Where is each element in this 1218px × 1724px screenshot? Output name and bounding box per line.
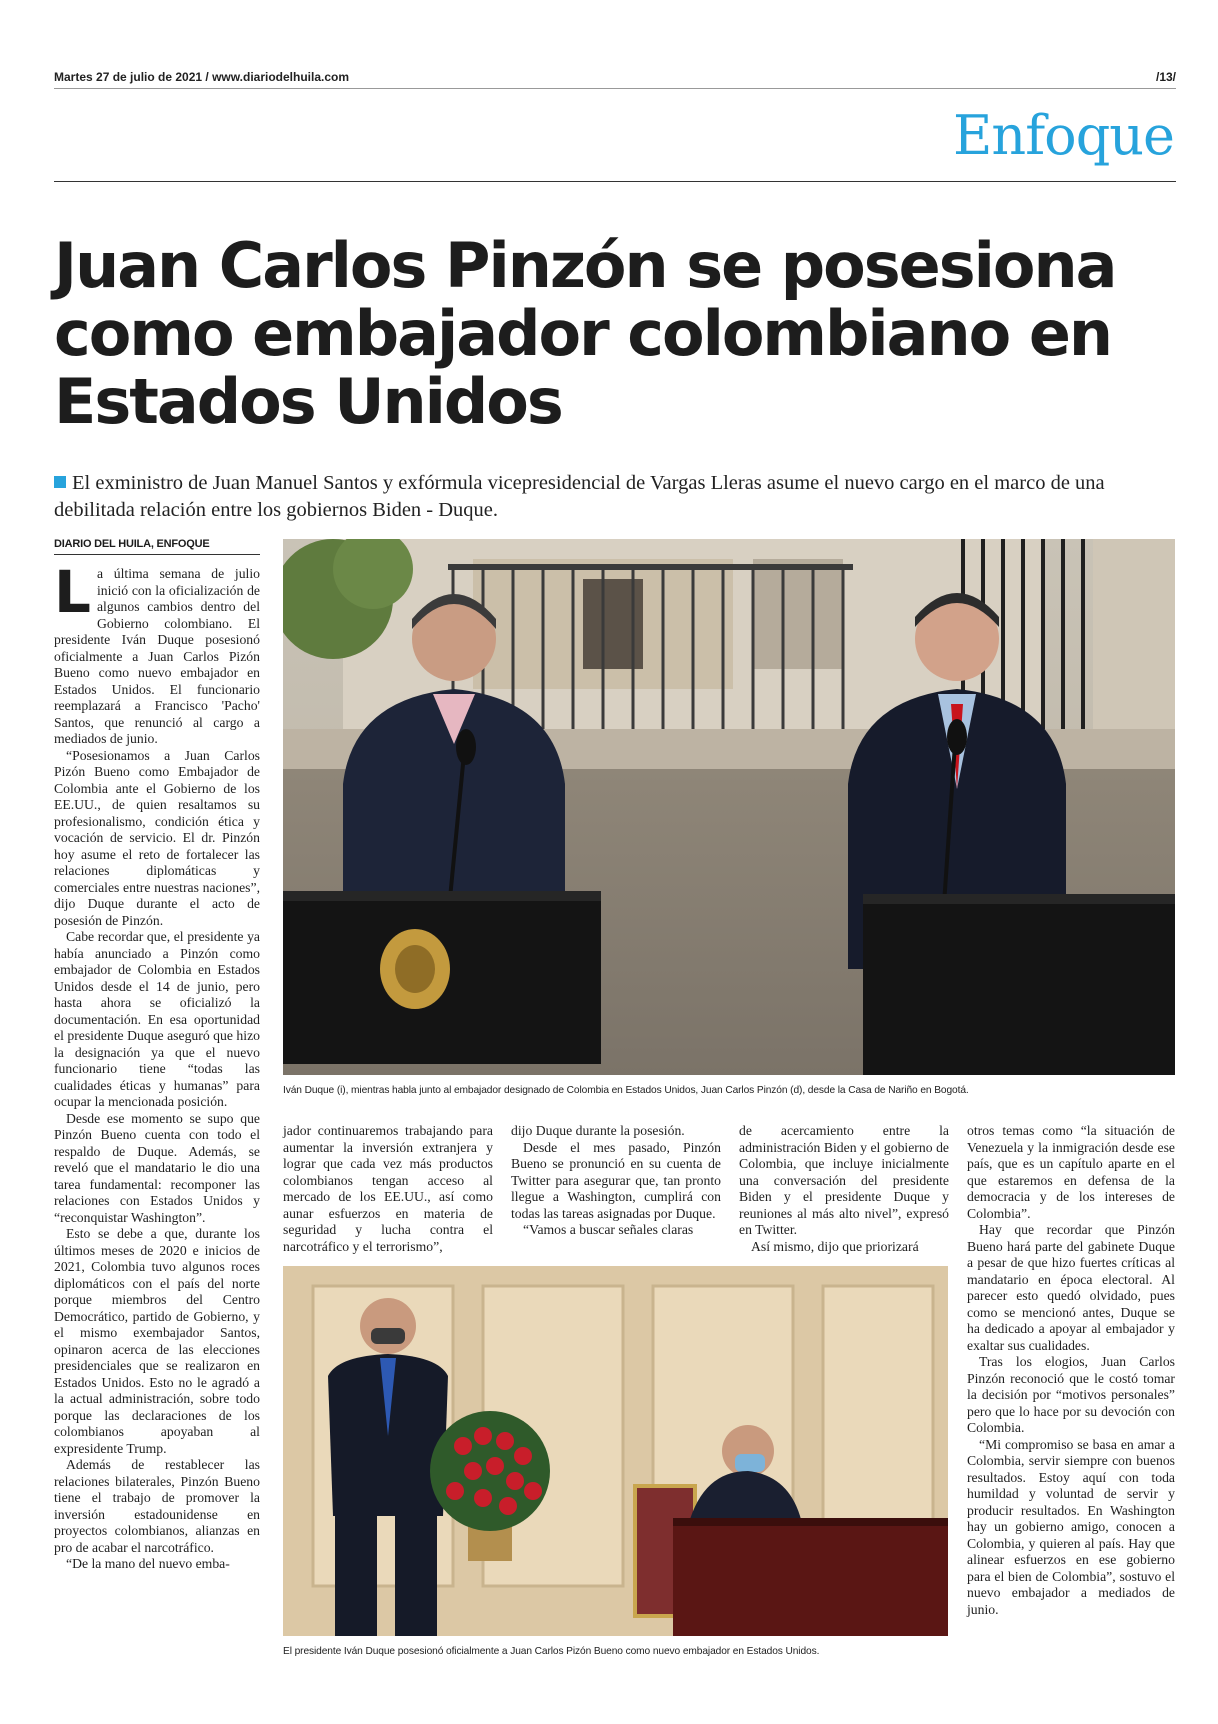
col4-paragraph-2: Así mismo, dijo que priorizará	[751, 1238, 919, 1254]
photo-2-caption: El presidente Iván Duque posesionó oficialmente a Juan Carlos Pizón Bueno como nuevo embajador en Estados Unidos.	[283, 1646, 820, 1657]
headline: Juan Carlos Pinzón se posesiona como embajador colombiano en Estados Unidos	[54, 229, 1116, 438]
col5-paragraph-2: Hay que recordar que Pinzón Bueno hará parte del gabinete Duque a pesar de que hizo fuertes críticas al mandatario en época electoral. Al parecer esto quedó olvidado, pues como se mencionó antes, Duque se ha dedicado a apoyar al embajador y exaltar sus cualidades.	[967, 1222, 1175, 1353]
col1-paragraph-1: a última semana de julio inició con la oficialización de algunos cambios dentro del Gobierno colombiano. El presidente Iván Duque posesionó oficialmente a Juan Carlos Pizón Bueno como nuevo embajador en Estados Unidos. El funcionario reemplazará a Francisco 'Pacho' Santos, que renunció al cargo a mediados de junio.	[54, 566, 260, 746]
article-column-3	[511, 1123, 721, 1239]
deck	[54, 470, 1174, 524]
photo-1-caption: Iván Duque (i), mientras habla junto al embajador designado de Colombia en Estados Unidos, Juan Carlos Pinzón (d), desde la Casa de Nariño en Bogotá.	[283, 1085, 969, 1096]
deck-bullet-icon	[54, 476, 66, 488]
photo-press-conference	[283, 539, 1175, 1075]
date-separator: /	[202, 70, 213, 84]
col5-paragraph-3: Tras los elogios, Juan Carlos Pinzón reconoció que le costó tomar la decisión por “motivos personales” pero que lo hace por su devoción con Colombia.	[967, 1354, 1175, 1435]
issue-date-line	[54, 70, 349, 84]
byline-rule	[54, 554, 260, 555]
article-column-1	[54, 558, 260, 1573]
col1-paragraph-4: Desde ese momento se supo que Pinzón Bueno cuenta con todo el respaldo de Duque. Además, se reveló que el mandatario le dio una tarea fundamental: recomponer las relaciones con Estados Unidos y “reconquistar Washington”.	[54, 1110, 260, 1225]
col5-paragraph-4: “Mi compromiso se basa en amar a Colombia, servir siempre con buenos resultados. Estoy aquí con toda humildad y voluntad de servir y producir resultados. En Washington hay un gobierno amigo, conocen a Colombia, y quieren al país. Hay que alinear esfuerzos en ese gobierno para el bien de Colombia”, sostuvo el nuevo embajador a mediados de junio.	[967, 1436, 1175, 1617]
col3-paragraph-1: dijo Duque durante la posesión.	[511, 1123, 685, 1138]
byline: DIARIO DEL HUILA, ENFOQUE	[54, 538, 210, 550]
col3-paragraph-3: “Vamos a buscar señales claras	[523, 1222, 694, 1237]
section-title: Enfoque	[953, 104, 1174, 167]
col2-paragraph-1: jador continuaremos trabajando para aumentar la inversión extranjera y lograr que cada vez más productos colombianos tengan acceso al mercado de los EE.UU., así como aunar esfuerzos en materia de seguridad y lucha contra el narcotráfico y el terrorismo”,	[283, 1123, 493, 1254]
section-rule	[54, 181, 1176, 182]
header-rule	[54, 88, 1176, 89]
col1-paragraph-7: “De la mano del nuevo emba-	[66, 1556, 230, 1571]
drop-cap: L	[54, 558, 91, 626]
issue-date: Martes 27 de julio de 2021	[54, 70, 203, 84]
article-column-5	[967, 1123, 1175, 1618]
col1-paragraph-2: “Posesionamos a Juan Carlos Pizón Bueno como Embajador de Colombia ante el Gobierno de los EE.UU., de quien resaltamos su profesionalismo, condición ética y vocación de servicio. El dr. Pinzón hoy asume el reto de fortalecer las relaciones diplomáticas y comerciales entre nuestras naciones”, dijo Duque durante el acto de posesión de Pinzón.	[54, 747, 260, 928]
col1-paragraph-3: Cabe recordar que, el presidente ya había anunciado a Pinzón como embajador de Colombia en Estados Unidos desde el 14 de junio, pero hasta ahora se oficializó la documentación. En esa oportunidad el presidente Duque aseguró que hizo la designación ya que el nuevo funcionario tiene “todas las cualidades éticas y humanas” para ocupar la mencionada posición.	[54, 929, 260, 1109]
article-column-2	[283, 1123, 493, 1255]
col4-paragraph-1: de acercamiento entre la administración Biden y el gobierno de Colombia, que incluye inicialmente una conversación del presidente Biden y el presidente Duque y reuniones al más alto nivel”, expresó en Twitter.	[739, 1123, 949, 1237]
photo-swearing-in	[283, 1266, 948, 1636]
site-link[interactable]: www.diariodelhuila.com	[212, 70, 350, 84]
deck-text: El exministro de Juan Manuel Santos y exfórmula vicepresidencial de Vargas Lleras asume el nuevo cargo en el marco de una debilitada relación entre los gobiernos Biden - Duque.	[54, 472, 1105, 521]
article-column-4	[739, 1123, 949, 1255]
col3-paragraph-2: Desde el mes pasado, Pinzón Bueno se pronunció en su cuenta de Twitter para asegurar que, tan pronto llegue a Washington, cumplirá con todas las tareas asignadas por Duque.	[511, 1139, 721, 1221]
page-number: /13/	[1155, 70, 1176, 84]
col1-paragraph-6: Además de restablecer las relaciones bilaterales, Pinzón Bueno tiene el trabajo de promover la inversión estadounidense en proyectos colombianos, alianzas en pro de acabar el narcotráfico.	[54, 1457, 260, 1555]
col5-paragraph-1: otros temas como “la situación de Venezuela y la inmigración desde ese país, que es un capítulo aparte en el que estaremos en defensa de la democracia y de los intereses de Colombia”.	[967, 1123, 1175, 1221]
col1-paragraph-5: Esto se debe a que, durante los últimos meses de 2020 e inicios de 2021, Colombia tuvo algunos roces diplomáticos con el país del norte porque miembros del Centro Democrático, partido de Gobierno, y el mismo exembajador Santos, opinaron acerca de las elecciones presidenciales que se realizaron en Estados Unidos. Esto no le agradó a la actual administración, sobre todo porque las declaraciones de los colombianos apoyaban al expresidente Trump.	[54, 1226, 260, 1456]
